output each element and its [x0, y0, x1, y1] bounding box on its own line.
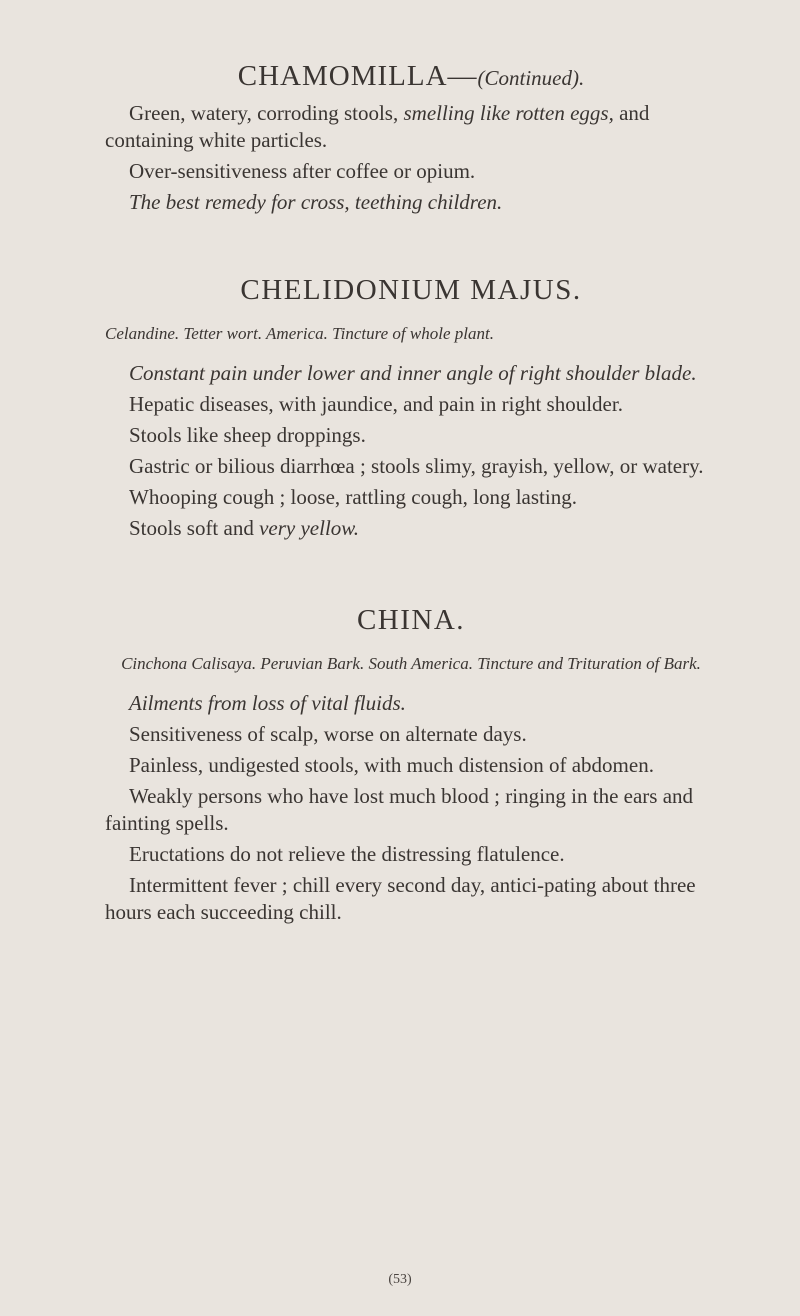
italic-run: very yellow.	[259, 516, 359, 540]
section-title-chelidonium: CHELIDONIUM MAJUS.	[240, 274, 582, 306]
paragraph: Constant pain under lower and inner angle of right shoulder blade.	[129, 361, 697, 385]
paragraph: Whooping cough ; loose, rattling cough, long lasting.	[129, 485, 577, 509]
subtitle: Celandine. Tetter wort. America. Tincture of whole plant.	[105, 324, 494, 343]
paragraph: Ailments from loss of vital fluids.	[129, 691, 406, 715]
subtitle: Cinchona Calisaya. Peruvian Bark. South America. Tincture and Trituration of Bark.	[121, 654, 701, 673]
paragraph: Weakly persons who have lost much blood ; ringing in the ears and fainting spells.	[105, 784, 694, 835]
paragraph: Eructations do not relieve the distressing flatulence.	[129, 842, 565, 866]
section-title-chamomilla	[105, 58, 717, 96]
text-run: and containing white particles.	[105, 101, 650, 152]
page-body	[105, 58, 717, 926]
paragraph: Gastric or bilious diarrhœa ; stools slimy, grayish, yellow, or watery.	[129, 454, 704, 478]
continued-label: (Continued).	[477, 66, 585, 90]
paragraph: Intermittent fever ; chill every second day, antici-pating about three hours each succeeding chill.	[105, 873, 696, 924]
title-text: CHAMOMILLA—	[237, 60, 478, 92]
paragraph: Over-sensitiveness after coffee or opium.	[129, 159, 476, 183]
text-run: Green, watery, corroding stools,	[129, 101, 404, 125]
italic-run: smelling like rotten eggs,	[403, 101, 614, 125]
paragraph	[105, 100, 717, 154]
page-number: (53)	[388, 1272, 412, 1287]
text-run: Stools soft and	[129, 516, 260, 540]
paragraph: Sensitiveness of scalp, worse on alternate days.	[129, 722, 527, 746]
paragraph: Hepatic diseases, with jaundice, and pain in right shoulder.	[129, 392, 623, 416]
paragraph: Stools like sheep droppings.	[129, 423, 366, 447]
paragraph: The best remedy for cross, teething children.	[129, 190, 503, 214]
paragraph	[105, 515, 717, 542]
paragraph: Painless, undigested stools, with much distension of abdomen.	[129, 753, 654, 777]
section-title-china: CHINA.	[356, 604, 466, 636]
